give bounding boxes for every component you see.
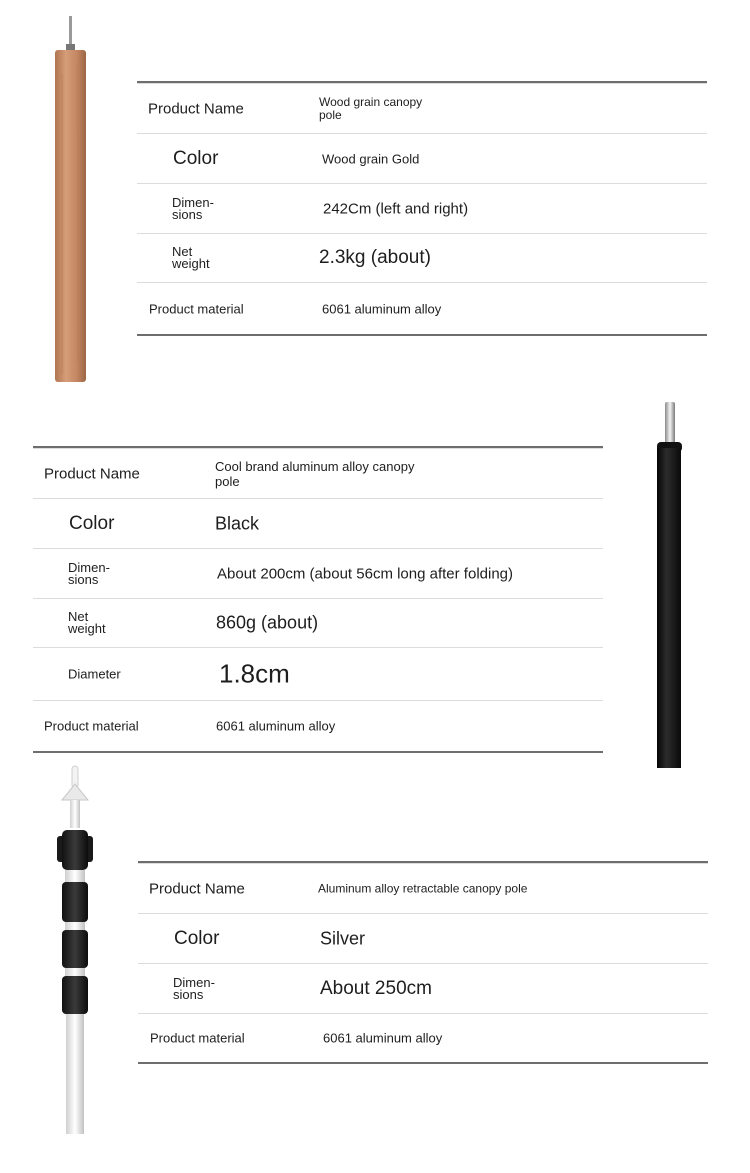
spec-label: Color (174, 927, 220, 949)
retractable-pole-image (40, 764, 120, 1136)
spec-row-net-weight (33, 598, 603, 647)
spec-row-product-name (138, 863, 708, 913)
table-bottom-rule (138, 1062, 708, 1064)
spec-value: Wood grain canopy pole (319, 94, 423, 122)
spec-value: Aluminum alloy retractable canopy pole (318, 881, 528, 895)
spec-value: Silver (320, 928, 366, 948)
spec-label: Product material (149, 301, 244, 316)
table-bottom-rule (33, 751, 603, 753)
spec-label: Dimen- sions (68, 559, 110, 587)
spec-label: Net weight (172, 244, 210, 271)
spec-row-product-name (137, 83, 707, 133)
spec-label: Dimen- sions (172, 194, 214, 222)
spec-row-dimensions (138, 963, 708, 1013)
spec-label: Product material (44, 718, 139, 734)
spec-table-black (33, 446, 603, 753)
spec-row-product-name (33, 448, 603, 498)
spec-value: 860g (about) (216, 612, 319, 633)
black-pole-image (640, 398, 700, 770)
spec-value: Wood grain Gold (322, 151, 420, 166)
spec-row-color (33, 498, 603, 548)
spec-value: About 250cm (320, 977, 432, 999)
spec-value: 6061 aluminum alloy (323, 1030, 443, 1046)
spec-value: About 200cm (about 56cm long after folding) (217, 565, 514, 582)
spec-table-retractable (138, 861, 708, 1064)
spec-row-product-material (33, 700, 603, 751)
spec-label: Product Name (148, 100, 244, 117)
spec-label: Product Name (44, 465, 140, 482)
spec-row-color (138, 913, 708, 963)
spec-row-product-material (138, 1013, 708, 1062)
spec-row-color (137, 133, 707, 183)
spec-label: Diameter (68, 666, 121, 682)
spec-value: Cool brand aluminum alloy canopy pole (215, 458, 415, 489)
spec-row-diameter (33, 647, 603, 700)
spec-label: Net weight (68, 609, 106, 636)
spec-table-wood-grain (137, 81, 707, 336)
spec-row-dimensions (137, 183, 707, 233)
wood-grain-pole-image (40, 14, 100, 384)
spec-value: 242Cm (left and right) (323, 200, 469, 217)
spec-label: Product material (150, 1030, 245, 1046)
spec-label: Color (69, 512, 115, 534)
spec-row-dimensions (33, 548, 603, 598)
spec-row-net-weight (137, 233, 707, 282)
spec-label: Dimen- sions (173, 974, 215, 1002)
table-bottom-rule (137, 334, 707, 336)
spec-row-product-material (137, 282, 707, 334)
spec-value: 1.8cm (219, 658, 290, 689)
spec-value: Black (215, 513, 260, 533)
spec-value: 6061 aluminum alloy (216, 718, 336, 734)
spec-value: 2.3kg (about) (319, 247, 431, 268)
spec-label: Color (173, 147, 219, 169)
spec-value: 6061 aluminum alloy (322, 301, 442, 316)
spec-label: Product Name (149, 880, 245, 897)
